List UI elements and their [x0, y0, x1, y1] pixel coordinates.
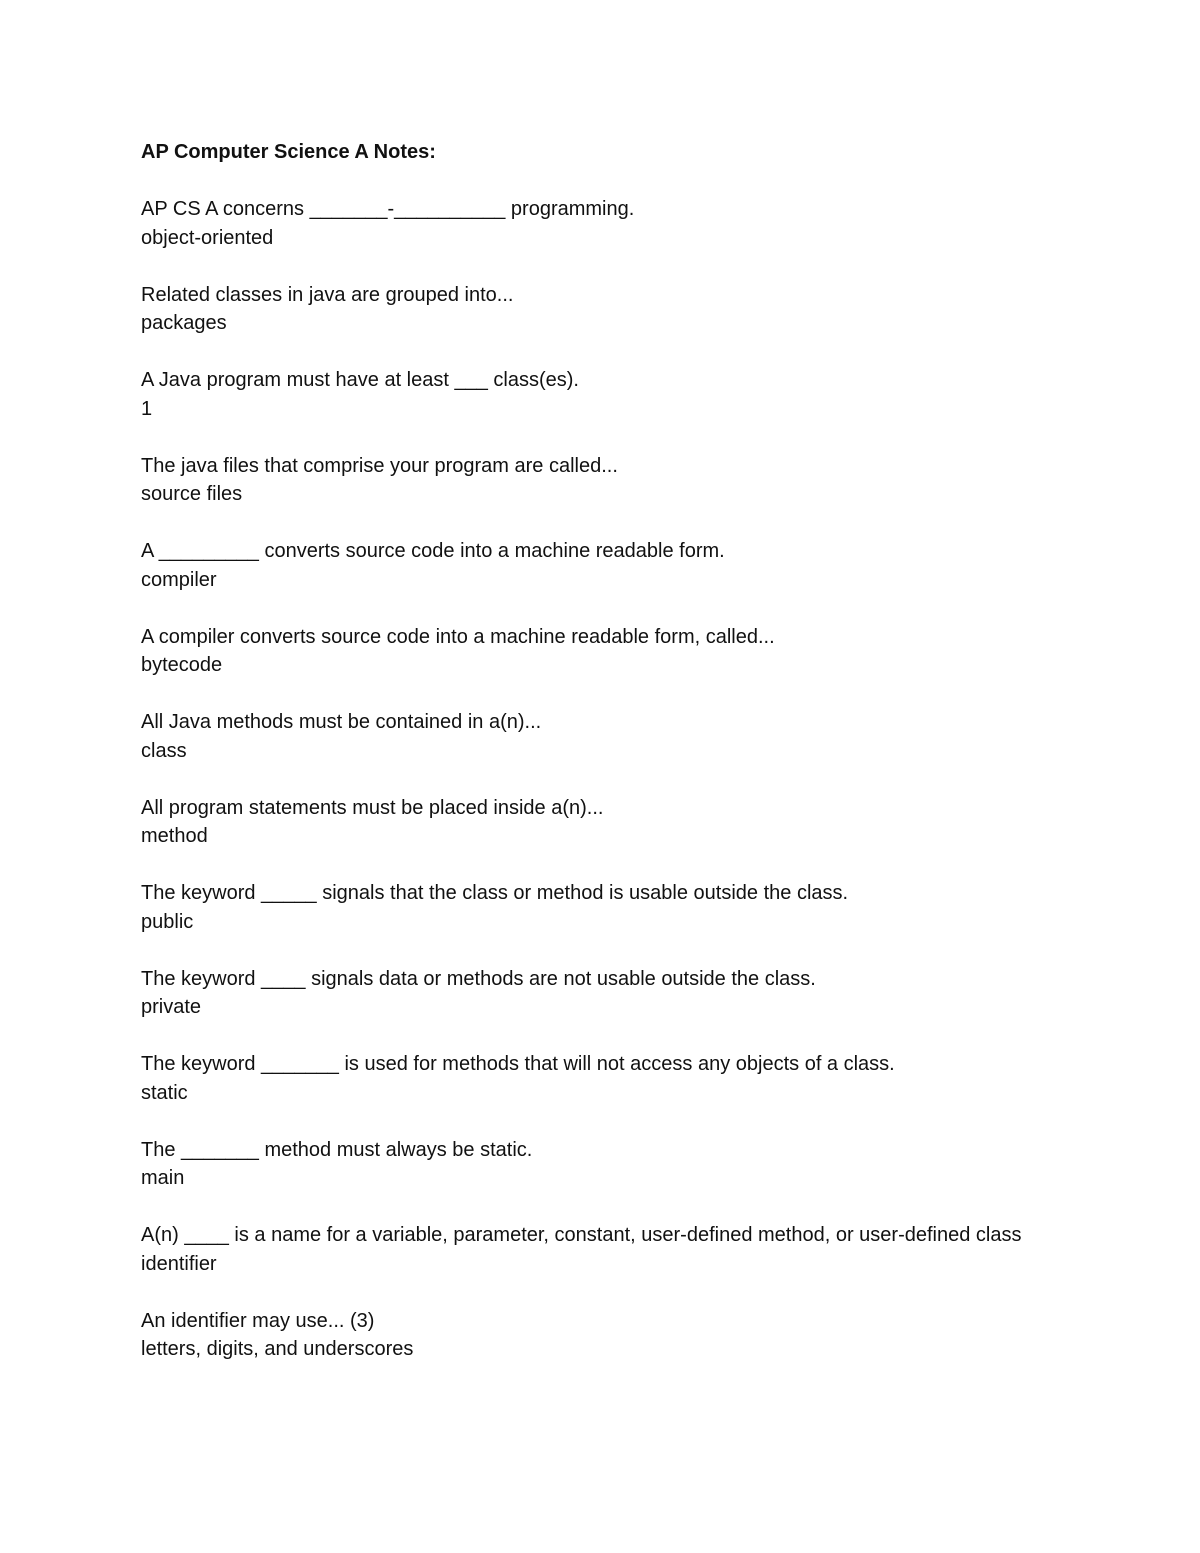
note-card: [141, 1221, 1051, 1278]
card-answer: source files: [141, 483, 243, 505]
note-card: [141, 1307, 1051, 1364]
note-card: [141, 708, 1051, 765]
card-question: The keyword ____ signals data or methods are not usable outside the class.: [141, 967, 816, 990]
card-question: A(n) ____ is a name for a variable, parameter, constant, user-defined method, or user-defined class: [141, 1224, 1022, 1246]
card-answer: bytecode: [141, 654, 223, 676]
card-answer: method: [141, 825, 208, 847]
card-question: The _______ method must always be static.: [141, 1138, 533, 1161]
card-question: All Java methods must be contained in a(n)...: [141, 711, 542, 733]
card-answer: object-oriented: [141, 226, 274, 249]
card-answer: static: [141, 1081, 188, 1104]
card-question: All program statements must be placed inside a(n)...: [141, 796, 604, 819]
card-answer: packages: [141, 312, 227, 334]
note-card: [141, 537, 1051, 594]
card-question: A _________ converts source code into a machine readable form.: [141, 540, 725, 562]
card-answer: main: [141, 1167, 185, 1189]
note-card: [141, 1050, 1051, 1107]
card-question: Related classes in java are grouped into...: [141, 283, 514, 306]
card-question: The java files that comprise your program are called...: [141, 454, 618, 477]
card-question: The keyword _______ is used for methods that will not access any objects of a class.: [141, 1053, 895, 1075]
note-card: [141, 623, 1051, 680]
card-question: AP CS A concerns _______-__________ programming.: [141, 198, 635, 220]
note-card: [141, 794, 1051, 851]
card-question: An identifier may use... (3): [141, 1309, 375, 1332]
card-answer: class: [141, 739, 187, 762]
note-card: [141, 281, 1051, 338]
card-answer: private: [141, 996, 202, 1018]
card-question: A compiler converts source code into a machine readable form, called...: [141, 625, 775, 648]
card-answer: compiler: [141, 568, 217, 591]
note-card: [141, 195, 1051, 252]
card-answer: 1: [141, 397, 153, 420]
card-answer: identifier: [141, 1252, 217, 1275]
note-card: [141, 965, 1051, 1022]
note-card: [141, 366, 1051, 423]
note-card: [141, 879, 1051, 936]
card-answer: public: [141, 910, 194, 933]
note-card: [141, 452, 1051, 509]
card-answer: letters, digits, and underscores: [141, 1338, 414, 1360]
document-page: [141, 138, 1051, 1364]
card-question: A Java program must have at least ___ class(es).: [141, 369, 579, 391]
note-card: [141, 1136, 1051, 1193]
card-question: The keyword _____ signals that the class or method is usable outside the class.: [141, 882, 849, 904]
document-title: AP Computer Science A Notes:: [141, 141, 436, 163]
